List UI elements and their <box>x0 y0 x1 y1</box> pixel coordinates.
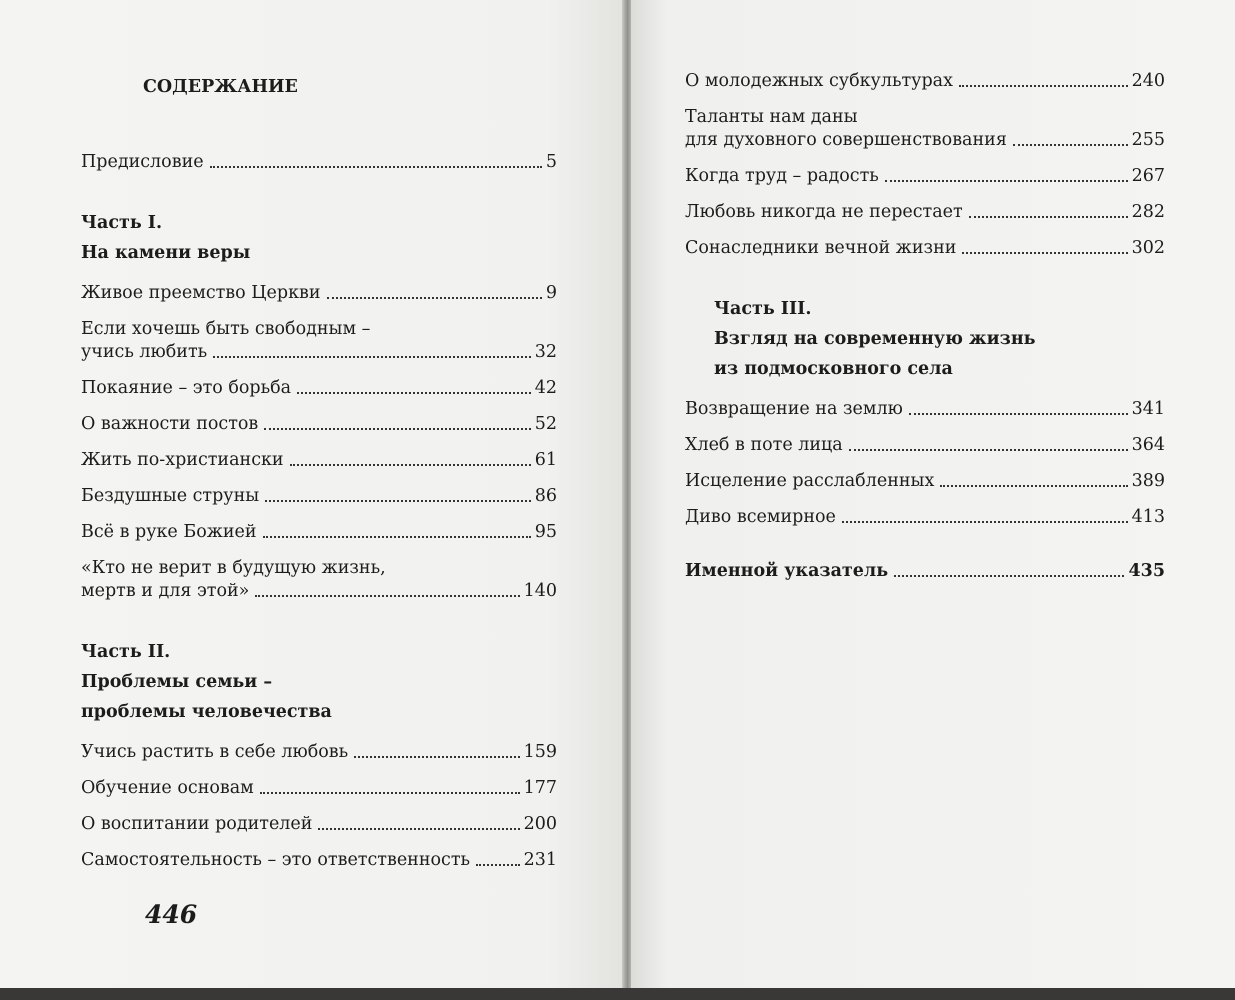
toc-entry <box>81 377 557 400</box>
entry-title: Бездушные струны <box>81 486 260 506</box>
entry-page: 42 <box>534 378 557 398</box>
entry-title-line2: мертв и для этой» <box>81 581 250 601</box>
entry-page: 435 <box>1128 561 1165 581</box>
toc-entry <box>685 165 1165 188</box>
entry-title: Покаяние – это борьба <box>81 378 292 398</box>
leader-dots <box>297 392 531 394</box>
toc-entry <box>81 485 557 508</box>
toc-entry <box>81 741 557 764</box>
entry-page: 240 <box>1131 71 1165 91</box>
toc-entry <box>685 470 1165 493</box>
toc-entry <box>685 237 1165 260</box>
leader-dots <box>476 864 520 866</box>
toc-entry <box>685 398 1165 421</box>
toc-right <box>685 70 1165 596</box>
entry-page: 267 <box>1131 166 1165 186</box>
entry-title: О молодежных субкультурах <box>685 71 953 91</box>
leader-dots <box>290 464 531 466</box>
entry-title: Диво всемирное <box>685 507 836 527</box>
entry-page: 159 <box>523 742 557 762</box>
entry-page: 364 <box>1131 435 1165 455</box>
entry-page: 389 <box>1131 471 1165 491</box>
entry-title: О воспитании родителей <box>81 814 313 834</box>
toc-entry <box>81 849 557 872</box>
leader-dots <box>842 521 1128 523</box>
entry-page: 9 <box>545 283 557 303</box>
entry-title: Именной указатель <box>685 561 889 581</box>
part-3-heading <box>685 294 1165 384</box>
entry-page: 413 <box>1131 507 1165 527</box>
toc-heading: СОДЕРЖАНИЕ <box>143 77 298 97</box>
leader-dots <box>849 449 1128 451</box>
entry-page: 5 <box>545 152 557 172</box>
entry-page: 302 <box>1131 238 1165 258</box>
entry-title-line1: Если хочешь быть свободным – <box>81 319 371 339</box>
part-label: Часть I. <box>81 213 163 233</box>
entry-page: 200 <box>523 814 557 834</box>
entry-title: Предисловие <box>81 152 204 172</box>
entry-title-line2: учись любить <box>81 342 208 362</box>
entry-title: Жить по-христиански <box>81 450 284 470</box>
leader-dots <box>265 500 531 502</box>
entry-page: 255 <box>1131 130 1165 150</box>
toc-entry <box>81 557 557 603</box>
entry-title: Самостоятельность – это ответственность <box>81 850 471 870</box>
toc-entry <box>81 777 557 800</box>
part-title-line1: Взгляд на современную жизнь <box>714 329 1036 349</box>
toc-entry <box>81 521 557 544</box>
toc-entry <box>81 318 557 364</box>
entry-title-line1: «Кто не верит в будущую жизнь, <box>81 558 386 578</box>
entry-page: 282 <box>1131 202 1165 222</box>
leader-dots <box>962 252 1127 254</box>
toc-entry <box>685 106 1165 152</box>
toc-entry <box>685 201 1165 224</box>
entry-page: 95 <box>534 522 557 542</box>
entry-title: Когда труд – радость <box>685 166 879 186</box>
toc-entry <box>685 70 1165 93</box>
leader-dots <box>264 428 530 430</box>
entry-title: Хлеб в поте лица <box>685 435 843 455</box>
leader-dots <box>260 792 520 794</box>
entry-page: 52 <box>534 414 557 434</box>
toc-entry <box>81 813 557 836</box>
entry-title: О важности постов <box>81 414 259 434</box>
entry-title: Сонаследники вечной жизни <box>685 238 957 258</box>
leader-dots <box>1013 144 1128 146</box>
toc-entry <box>81 282 557 305</box>
leader-dots <box>327 297 542 299</box>
entry-title: Живое преемство Церкви <box>81 283 321 303</box>
leader-dots <box>210 166 542 168</box>
entry-title: Всё в руке Божией <box>81 522 257 542</box>
entry-page: 61 <box>534 450 557 470</box>
leader-dots <box>894 575 1124 577</box>
leader-dots <box>909 413 1128 415</box>
entry-page: 231 <box>523 850 557 870</box>
leader-dots <box>263 536 531 538</box>
toc-entry <box>685 434 1165 457</box>
page-number: 446 <box>145 900 198 929</box>
toc-entry <box>81 413 557 436</box>
part-title-line2: из подмосковного села <box>714 359 953 379</box>
part-label: Часть II. <box>81 642 171 662</box>
entry-page: 32 <box>534 342 557 362</box>
entry-title: Учись растить в себе любовь <box>81 742 349 762</box>
entry-title: Возвращение на землю <box>685 399 903 419</box>
leader-dots <box>255 595 519 597</box>
entry-title: Обучение основам <box>81 778 254 798</box>
leader-dots <box>940 485 1127 487</box>
book-bottom-edge <box>0 988 1235 1000</box>
toc-entry <box>81 449 557 472</box>
entry-page: 86 <box>534 486 557 506</box>
toc-entry <box>685 506 1165 529</box>
part-title-line1: Проблемы семьи – <box>81 672 273 692</box>
leader-dots <box>318 828 519 830</box>
part-title-line2: проблемы человечества <box>81 702 332 722</box>
entry-title-line2: для духовного совершенствования <box>685 130 1007 150</box>
entry-title: Любовь никогда не перестает <box>685 202 963 222</box>
leader-dots <box>213 356 531 358</box>
leader-dots <box>354 756 519 758</box>
part-title: На камени веры <box>81 243 251 263</box>
leader-dots <box>969 216 1128 218</box>
entry-title: Исцеление расслабленных <box>685 471 935 491</box>
part-1-heading <box>81 208 557 268</box>
part-label: Часть III. <box>714 299 812 319</box>
toc-entry-index <box>685 560 1165 583</box>
entry-title-line1: Таланты нам даны <box>685 107 858 127</box>
toc-entry-preface <box>81 151 557 174</box>
leader-dots <box>885 180 1128 182</box>
entry-page: 140 <box>523 581 557 601</box>
part-2-heading <box>81 637 557 727</box>
entry-page: 177 <box>523 778 557 798</box>
right-page <box>631 0 1235 990</box>
entry-page: 341 <box>1131 399 1165 419</box>
toc-left <box>81 70 557 885</box>
leader-dots <box>959 85 1128 87</box>
